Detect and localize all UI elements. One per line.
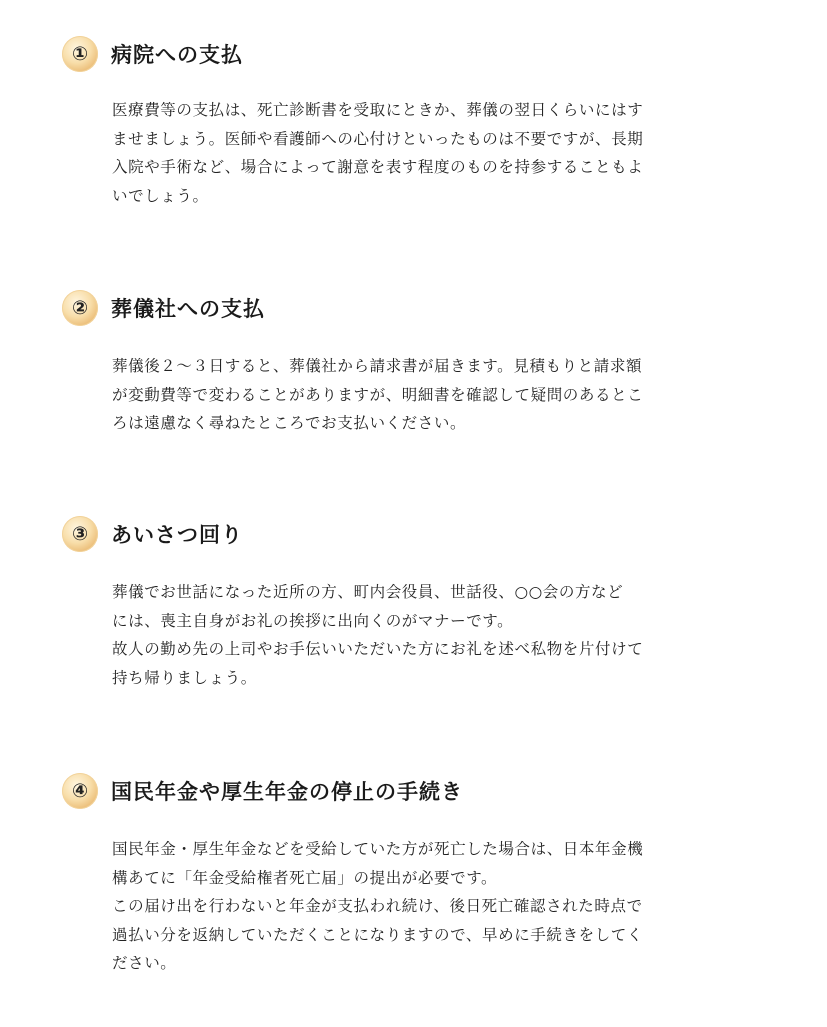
body-line: この届け出を行わないと年金が支払われ続け、後日死亡確認された時点で [112, 897, 643, 915]
body-line: 入院や手術など、場合によって謝意を表す程度のものを持参することもよ [112, 158, 644, 176]
section-title: 国民年金や厚生年金の停止の手続き [111, 780, 463, 804]
section-number-badge: ② [62, 290, 98, 326]
section-heading [62, 516, 243, 552]
body-line: 構あてに「年金受給権者死亡届」の提出が必要です。 [112, 868, 498, 887]
section-body [112, 352, 742, 438]
section-heading [62, 36, 243, 72]
body-line: 故人の勤め先の上司やお手伝いいただいた方にお礼を述べ私物を片付けて [112, 640, 644, 658]
section-title: あいさつ回り [111, 523, 243, 547]
section-title: 病院への支払 [111, 43, 243, 67]
section-number-badge: ③ [62, 516, 98, 552]
body-line: いでしょう。 [112, 186, 209, 205]
section-number-badge: ④ [62, 773, 98, 809]
body-line: ださい。 [112, 954, 177, 972]
section-number-badge: ① [62, 36, 98, 72]
body-line: 葬儀でお世話になった近所の方、町内会役員、世話役、○○会の方など [112, 583, 624, 601]
body-line: 国民年金・厚生年金などを受給していた方が死亡した場合は、日本年金機 [112, 840, 644, 858]
body-line: には、喪主自身がお礼の挨拶に出向くのがマナーです。 [112, 611, 514, 630]
body-line: ろは遠慮なく尋ねたところでお支払いください。 [112, 414, 467, 432]
section-heading [62, 290, 265, 326]
body-line: ませましょう。医師や看護師への心付けといったものは不要ですが、長期 [112, 129, 644, 148]
section-body [112, 578, 742, 692]
body-line: 過払い分を返納していただくことになりますので、早めに手続きをしてく [112, 925, 643, 944]
section-body [112, 835, 742, 978]
section-body [112, 96, 742, 210]
section-heading [62, 773, 463, 809]
body-line: 医療費等の支払は、死亡診断書を受取にときか、葬儀の翌日くらいにはす [112, 101, 644, 119]
body-line: 葬儀後２～３日すると、葬儀社から請求書が届きます。見積もりと請求額 [112, 357, 643, 375]
section-title: 葬儀社への支払 [111, 297, 265, 321]
body-line: 持ち帰りましょう。 [112, 668, 257, 687]
body-line: が変動費等で変わることがありますが、明細書を確認して疑問のあるとこ [112, 385, 644, 404]
